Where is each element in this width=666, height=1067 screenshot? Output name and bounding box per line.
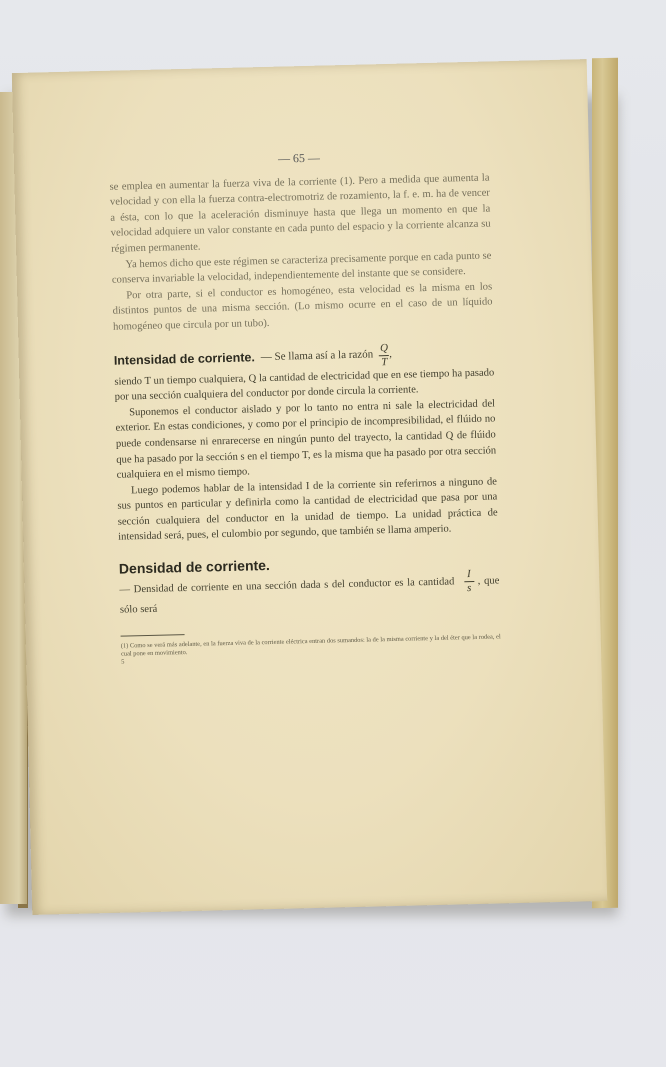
fraction-numerator: I xyxy=(466,567,471,580)
fraction-denominator: T xyxy=(381,355,388,368)
book-page xyxy=(12,59,607,915)
footnote-tail: 5 xyxy=(121,658,125,666)
footnote-rule xyxy=(121,634,185,637)
section-heading-densidad: Densidad de corriente. xyxy=(118,557,271,577)
paragraph-3: Por otra parte, si el conductor es homogéneo, esta velocidad es la misma en los distintos puntos de una misma sección. (Lo mismo ocurre en el caso de un líquido homogéneo que circula por un tubo). xyxy=(112,281,493,333)
fraction-denominator: s xyxy=(466,581,472,594)
footnote: (1) Como se verá más adelante, en la fuerza viva de la corriente eléctrica entran dos sumandos: la de la misma corriente y la del éter que la rodea, el cual pone en movimiento. xyxy=(120,633,501,658)
densidad-lead: — Densidad de corriente en una sección dada s del conductor es la cantidad xyxy=(119,576,455,596)
fraction-trailing-punct: , xyxy=(389,348,393,361)
paragraph-2: Ya hemos dicho que este régimen se caracteriza precisamente porque en cada punto se conserva invariable la velocidad, independientemente del instante que se considere. xyxy=(111,250,492,286)
intensidad-paragraph-2: Suponemos el conductor aislado y por lo tanto no entra ni sale la electricidad del exterior. En estas condiciones, y como por el principio de incompresibilidad, el flúido no puede condensarse ni enrarecerse en ningún punto del trayecto, la cantidad Q de flúido que ha pasado por la sección s en el tiempo T, es la misma que ha pasado por otra sección cualquiera en el mismo tiempo. xyxy=(115,398,497,481)
page-content xyxy=(109,147,501,667)
paragraph-1: se emplea en aumentar la fuerza viva de la corriente (1). Pero a medida que aumenta la velocidad y con ella la fuerza contra-electromotriz de rozamiento, la f. e. m. ha de vencer a ésta, con lo que la aceleración disminuye hasta que llega un momento en que la velocidad adquiere un valor constante en cada punto del espacio y la corriente alcanza su régimen permanente. xyxy=(109,172,491,255)
intensidad-paragraph-1: siendo T un tiempo cualquiera, Q la cantidad de electricidad que en ese tiempo ha pasado por una sección cualquiera del conductor por donde circula la corriente. xyxy=(114,366,495,403)
intensidad-paragraph-3: Luego podemos hablar de la intensidad I de la corriente sin referirnos a ninguno de sus puntos en particular y definirla como la cantidad de electricidad que pasa por una sección cualquiera del conductor en la unidad de tiempo. La unidad práctica de intensidad será, pues, el culombio por segundo, que también se llama amperio. xyxy=(117,476,498,544)
fraction-i-over-s xyxy=(464,569,475,594)
densidad-paragraph xyxy=(119,568,500,618)
page-number: — 65 — xyxy=(277,150,321,166)
fraction-numerator: Q xyxy=(379,341,389,354)
densidad-tail: , que sólo será xyxy=(119,574,500,616)
fraction-q-over-t xyxy=(379,341,393,368)
section-heading-intensidad: Intensidad de corriente. xyxy=(113,350,256,368)
section-intensidad-lead: — Se llama así a la razón xyxy=(260,348,374,364)
